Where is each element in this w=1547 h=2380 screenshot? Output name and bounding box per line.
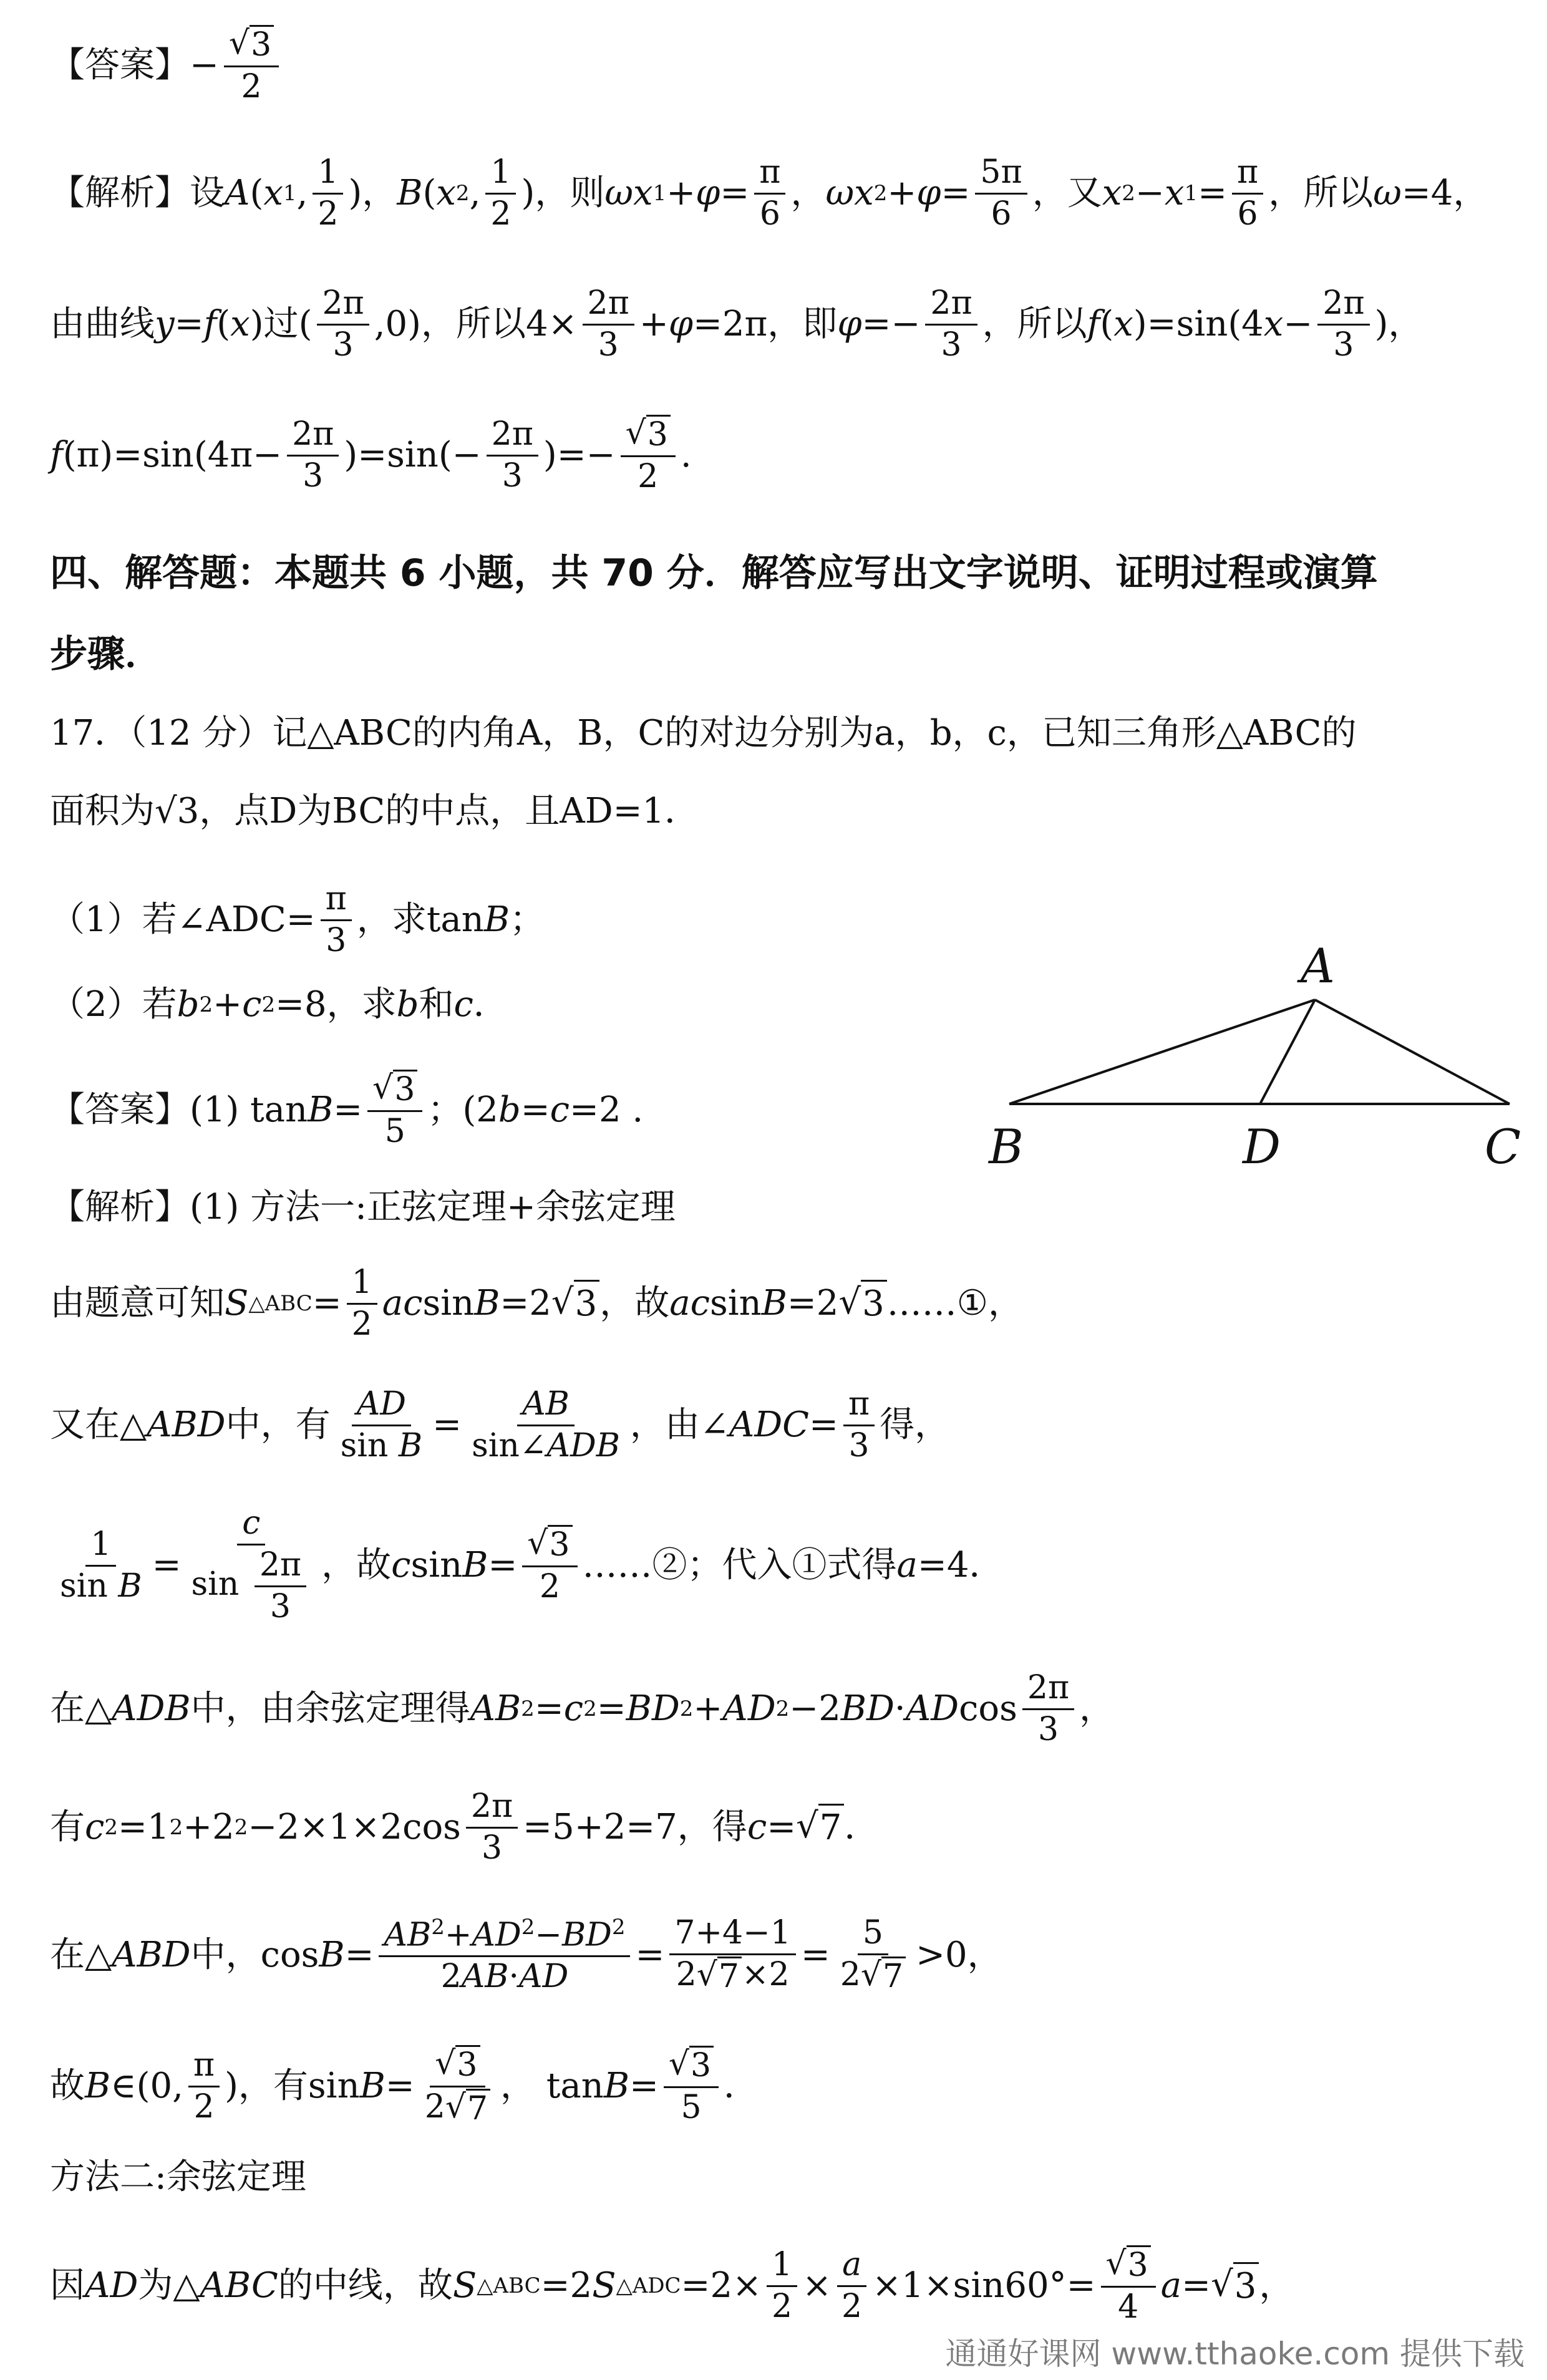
analysis-17-line-2: 又在△ ABD 中，有 $\frac{AD}{\text{sin B}}$ = $\frac{AB}{\text{sin∠ADB}}$ ，由∠ ADC = $\frac{\pi}{3}$ 得， — [50, 1385, 950, 1464]
analysis-17-line-1: 由题意可知 S △ABC = $\frac{1}{2}$ ac sin B =2 √ 3 ，故 ac sin B =2 √ 3 ……①， — [50, 1263, 1023, 1343]
analysis-17-line-3: $\frac{1}{\text{sin B}}$ = c sin $\frac{2\pi}{3}$ ，故 c sin B = √ 3 2 ……②；代入①式得 a =4． — [60, 1504, 1004, 1625]
label-a: A — [1301, 938, 1335, 994]
problem-17-part-2: （2）若 b 2 + c 2 =8，求 b 和 c ． — [50, 984, 508, 1025]
analysis-17-line-4: 在△ ADB 中，由余弦定理得 AB 2 = c 2 = BD 2 + AD 2 −2 BD · AD cos $\frac{2\pi}{3}$ ， — [50, 1668, 1115, 1748]
label-d: D — [1243, 1119, 1281, 1174]
label-b: B — [989, 1119, 1024, 1174]
analysis-17-line-6: 在△ ABD 中，cos B = $\frac{AB^2+AD^2-BD^2}{2AB\cdot AD}$ = 7+4−1 2√ 7 ×2 = 5 2√ 7 >0， — [50, 1914, 1002, 1995]
section-heading-cont: 步骤． — [50, 632, 162, 676]
watermark: 通通好课网 www.tthaoke.com 提供下载 — [945, 2336, 1525, 2372]
answer-line-1: 【答案】− √ 3 2 — [50, 19, 1497, 112]
analysis-17-line-7: 故 B ∈(0, $\frac{\pi}{2}$ )，有sin B = √ 3 2√ 7 ， tan B = √ 3 5 ． — [50, 2044, 759, 2127]
answer-17: 【答案】(1) tan B = √ 3 5 ；(2 b = c =2 . — [50, 1069, 644, 1150]
analysis-line-2: 由曲线 y = f ( x )过( $\frac{2\pi}{3}$ ,0)，所以4× $\frac{2\pi}{3}$ + φ =2π，即 φ =− $\frac{2\pi}{3}$ ，所以 f ( x )=sin(4 x − $\frac{2\pi}{3}$ )， — [50, 284, 1423, 364]
label-c: C — [1485, 1119, 1521, 1174]
analysis-17-line-8: 因 AD 为△ ABC 的中线，故 S △ABC =2 S △ADC =2× $\frac{1}{2}$ × $\frac{a}{2}$ ×1×sin60°= √ 3 4 a = √ 3 ， — [50, 2245, 1294, 2326]
analysis-line-1: 【解析】设 A ( x 1 , $\frac{1}{2}$ )， B ( x 2 , $\frac{1}{2}$ )，则 ωx 1 + φ = $\frac{\pi}{6}$ ， ωx 2 + φ = $\frac{5\pi}{6}$ ，又 x 2 − x 1 = $\frac{\pi}{6}$ ，所以 ω =4， — [50, 153, 1488, 233]
triangle-figure — [973, 936, 1535, 1185]
analysis-17-line-5: 有 c 2 =1 2 +2 2 −2×1×2cos $\frac{2\pi}{3}$ =5+2=7，得 c = √ 7 ． — [50, 1787, 880, 1867]
problem-17-line-2: 面积为√3，点D为BC的中点，且AD=1． — [50, 791, 700, 831]
problem-17-part-1: （1）若∠ADC= $\frac{\pi}{3}$ ，求tan B ； — [50, 879, 545, 959]
method-two-heading: 方法二:余弦定理 — [50, 2157, 306, 2197]
analysis-line-3: f (π)=sin(4π− $\frac{2\pi}{3}$ )=sin(− $\frac{2\pi}{3}$ )=− √ 3 2 . — [50, 414, 692, 495]
problem-17-line-1: 17．（12 分）记△ABC的内角A，B，C的对边分别为a，b，c，已知三角形△ABC的 — [50, 713, 1357, 753]
segment-ac — [1315, 1000, 1510, 1104]
analysis-17-heading: 【解析】(1) 方法一:正弦定理+余弦定理 — [50, 1187, 676, 1227]
section-heading: 四、解答题：本题共 6 小题，共 70 分．解答应写出文字说明、证明过程或演算 — [50, 551, 1378, 595]
